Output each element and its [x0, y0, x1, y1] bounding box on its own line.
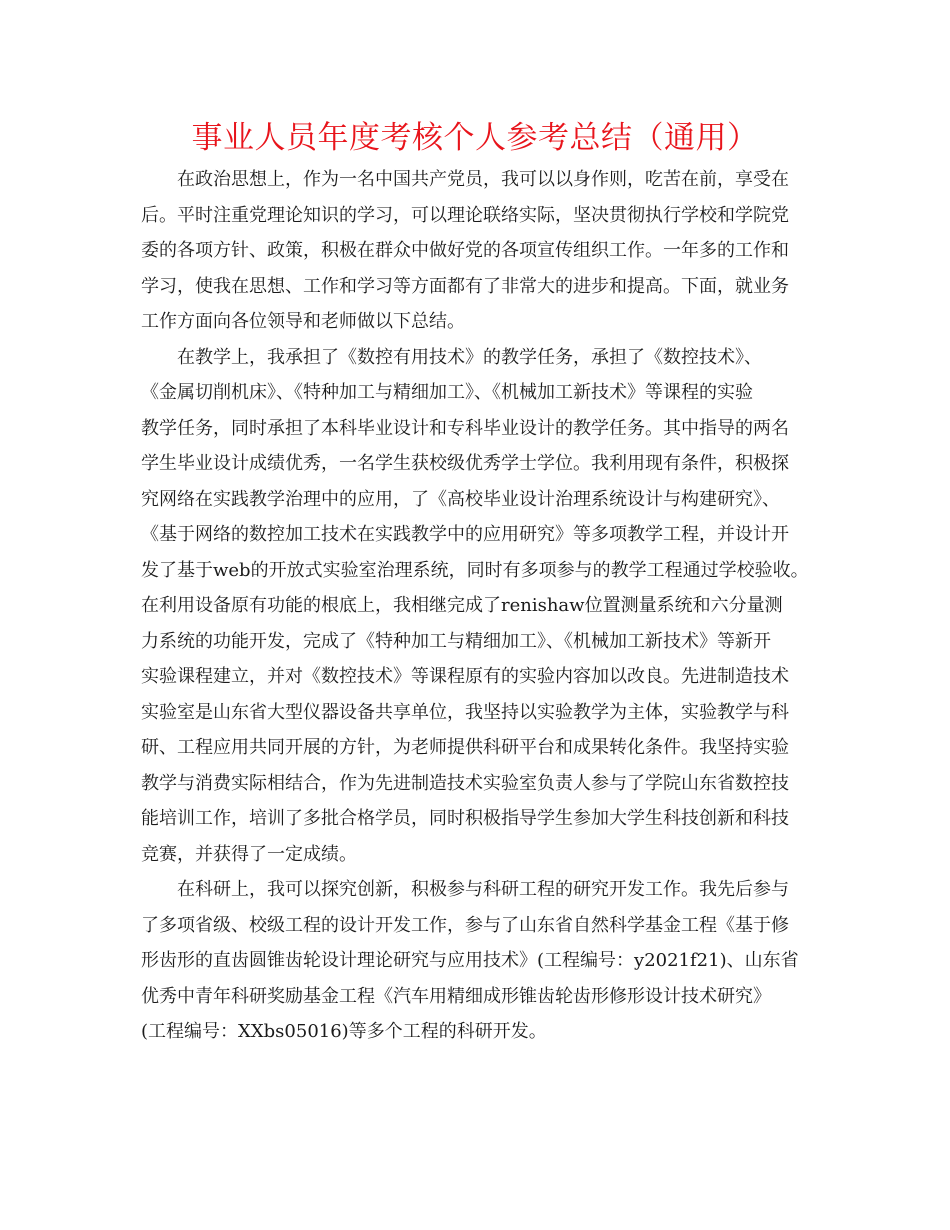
paragraph-line: 学生毕业设计成绩优秀，一名学生获校级优秀学士学位。我利用现有条件，积极探 — [141, 453, 789, 474]
paragraph-line: 在科研上，我可以探究创新，积极参与科研工程的研究开发工作。我先后参与 — [177, 879, 789, 900]
paragraph-line: 《金属切削机床》、《特种加工与精细加工》、《机械加工新技术》等课程的实验 — [141, 382, 753, 403]
document-body — [141, 162, 813, 1050]
paragraph-line: 在教学上，我承担了《数控有用技术》的教学任务，承担了《数控技术》、 — [177, 346, 762, 368]
paragraph-line: 了多项省级、校级工程的设计开发工作，参与了山东省自然科学基金工程《基于修 — [141, 914, 789, 936]
paragraph-line: 教学任务，同时承担了本科毕业设计和专科毕业设计的教学任务。其中指导的两名 — [141, 417, 789, 439]
paragraph-line: 学习，使我在思想、工作和学习等方面都有了非常大的进步和提高。下面，就业务 — [141, 275, 789, 297]
paragraph-line: 形齿形的直齿圆锥齿轮设计理论研究与应用技术》(工程编号：y2021f21)、山东省 — [141, 950, 799, 971]
paragraph-line: 实验课程建立，并对《数控技术》等课程原有的实验内容加以改良。先进制造技术 — [141, 666, 789, 687]
paragraph-line: 研、工程应用共同开展的方针，为老师提供科研平台和成果转化条件。我坚持实验 — [141, 737, 789, 758]
paragraph-line: 在利用设备原有功能的根底上，我相继完成了renishaw位置测量系统和六分量测 — [141, 595, 783, 616]
paragraph-line: (工程编号：XXbs05016)等多个工程的科研开发。 — [141, 1021, 547, 1042]
paragraph-line: 《基于网络的数控加工技术在实践教学中的应用研究》等多项教学工程，并设计开 — [141, 524, 789, 545]
paragraph-line: 发了基于web的开放式实验室治理系统，同时有多项参与的教学工程通过学校验收。 — [141, 559, 809, 581]
paragraph-line: 后。平时注重党理论知识的学习，可以理论联络实际，坚决贯彻执行学校和学院党 — [141, 204, 789, 226]
paragraph-line: 在政治思想上，作为一名中国共产党员，我可以以身作则，吃苦在前，享受在 — [177, 169, 789, 190]
paragraph-line: 能培训工作，培训了多批合格学员，同时积极指导学生参加大学生科技创新和科技 — [141, 808, 789, 829]
document-title: 事业人员年度考核个人参考总结（通用） — [191, 120, 759, 156]
paragraph-line: 优秀中青年科研奖励基金工程《汽车用精细成形锥齿轮齿形修形设计技术研究》 — [141, 985, 771, 1007]
paragraph-line: 竞赛，并获得了一定成绩。 — [141, 843, 357, 865]
paragraph-line: 实验室是山东省大型仪器设备共享单位，我坚持以实验教学为主体，实验教学与科 — [141, 701, 789, 723]
paragraph-line: 究网络在实践教学治理中的应用，了《高校毕业设计治理系统设计与构建研究》、 — [141, 488, 780, 510]
paragraph-line: 教学与消费实际相结合，作为先进制造技术实验室负责人参与了学院山东省数控技 — [141, 772, 789, 794]
paragraph-line: 力系统的功能开发，完成了《特种加工与精细加工》、《机械加工新技术》等新开 — [141, 630, 771, 652]
paragraph-line: 工作方面向各位领导和老师做以下总结。 — [141, 311, 465, 332]
paragraph-line: 委的各项方针、政策，积极在群众中做好党的各项宣传组织工作。一年多的工作和 — [141, 240, 789, 261]
